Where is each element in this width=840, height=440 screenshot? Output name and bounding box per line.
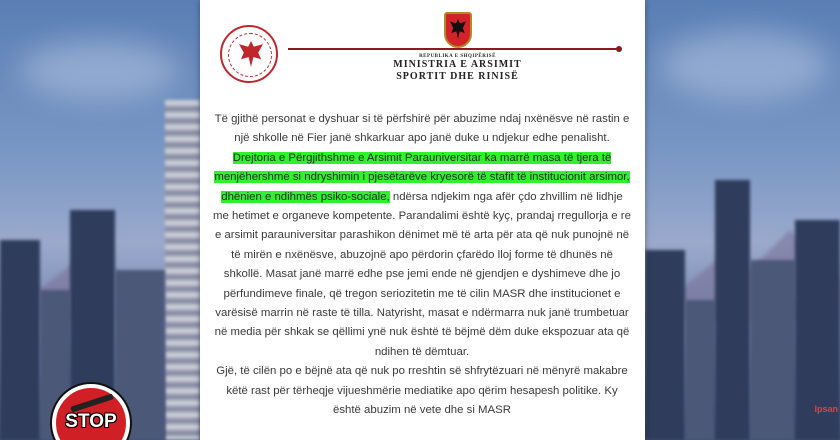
paragraph-1 (212, 110, 632, 362)
eagle-icon (239, 41, 263, 67)
statement-body (212, 110, 632, 421)
paragraph-2: Gjë, të cilën po e bëjnë ata që nuk po rreshtin së shfrytëzuari në mënyrë makabre këtë rast për tërheqje vijueshmërie mediatike apo qërim hesapesh politike. Ky është abuzim në vete dhe si MASR (216, 365, 628, 417)
letterhead-rule (288, 48, 618, 50)
press-release-document (200, 0, 645, 440)
highlighted-passage: Drejtoria e Përgjithshme e Arsimit Parauniversitar ka marrë masa të tjera të menjëhershme si ndryshimin i pjesëtarëve kryesorë të stafit të institucionit arsimor, dhënien e ndihmës psiko-sociale, (214, 151, 630, 203)
republic-line: REPUBLIKA E SHQIPËRISË (419, 54, 496, 59)
ministry-line-1: MINISTRIA E ARSIMIT (393, 59, 522, 70)
paragraph-1-end: ndërsa ndjekim nga afër çdo zhvillim në lidhje me hetimet e organeve kompetente. Parandalimi është kyç, prandaj rregullorja e re e arsimit parauniversitar parashikon dënimet më të arta për ata që nuk punojnë në të mirën e nxënësve, abuzojnë apo përdorin çfarëdo lloj forme të dhunës në shkollë. Masat janë marrë edhe pse jemi ende në gjendjen e dyshimeve dhe jo përfundimeve finale, që tregon seriozitetin me të cilin MASR dhe institucionet e varësisë marrin në raste të tilla. Natyrisht, masat e ndërmarra nuk janë trumbetuar në media për shkak se qëllimi ynë nuk është të bëjmë dëm duke ekspozuar ata që ndihen të dëmtuar. (213, 190, 631, 358)
paragraph-1-start: Të gjithë personat e dyshuar si të përfshirë për abuzime ndaj nxënësve në rastin e një shkolle në Fier janë shkarkuar apo janë duke u ndjekur edhe penalisht. (214, 113, 630, 145)
stop-logo-text: STOP (65, 411, 117, 432)
institution-seal-icon (220, 25, 278, 83)
ministry-name (360, 54, 555, 83)
ministry-line-2: SPORTIT DHE RINISË (396, 71, 519, 82)
channel-watermark: Ipsan (814, 404, 838, 414)
albanian-emblem-icon (444, 12, 472, 48)
letterhead (200, 0, 645, 95)
gun-icon (70, 393, 114, 412)
eagle-icon (450, 19, 466, 39)
